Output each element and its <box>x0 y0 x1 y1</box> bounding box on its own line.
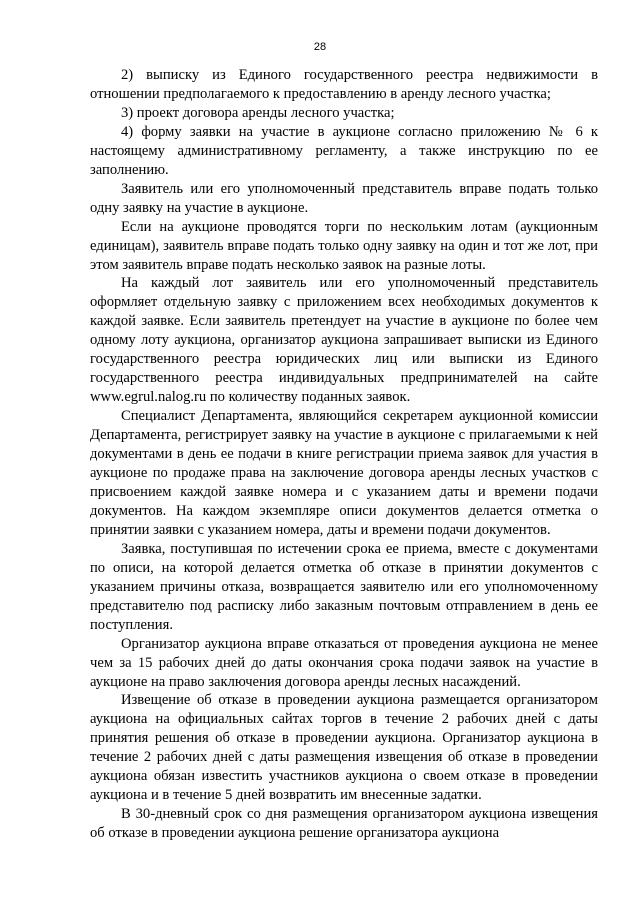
paragraph-item-2-extract: 2) выписку из Единого государственного реестра недвижимости в отношении предполагаемого к предоставлению в аренду лесного участка; <box>90 67 598 102</box>
paragraph-refusal-to-hold-auction: Организатор аукциона вправе отказаться от проведения аукциона не менее чем за 15 рабочих дней до даты окончания срока подачи заявок на участие в аукционе на право заключения договора аренды лесных насаждений. <box>90 635 598 690</box>
paragraph-single-application: Заявитель или его уполномоченный представитель вправе подать только одну заявку на участие в аукционе. <box>90 180 598 216</box>
paragraph-refusal-notice: Извещение об отказе в проведении аукциона размещается организатором аукциона на официальных сайтах торгов в течение 2 рабочих дней с даты принятия решения об отказе в проведении аукциона. Организатор аукциона в течение 2 рабочих дней с даты размещения извещения об отказе в проведении аукциона обязан известить участников аукциона о своем отказе в проведении аукциона и в течение 5 дней возвратить им внесенные задатки. <box>90 692 598 804</box>
page-number: 28 <box>313 41 327 53</box>
paragraph-multiple-lots: Если на аукционе проводятся торги по нескольким лотам (аукционным единицам), заявитель вправе подать только одну заявку на один и тот же лот, при этом заявитель вправе подать несколько заявок на разные лоты. <box>90 218 598 273</box>
paragraph-item-3-draft-lease: 3) проект договора аренды лесного участка; <box>121 104 395 121</box>
document-body <box>90 66 598 843</box>
paragraph-registration-of-application: Специалист Департамента, являющийся секретарем аукционной комиссии Департамента, регистрирует заявку на участие в аукционе с прилагаемыми к ней документами в день ее подачи в книге регистрации приема заявок для участия в аукционе по продаже права на заключение договора аренды лесных участков с присвоением каждой заявке номера и с указанием даты и времени подачи документов. На каждом экземпляре описи документов делается отметка о принятии заявки с указанием номера, даты и времени подачи документов. <box>90 408 598 538</box>
paragraph-separate-application-per-lot: На каждый лот заявитель или его уполномоченный представитель оформляет отдельную заявку с приложением всех необходимых документов к каждой заявке. Если заявитель претендует на участие в аукционе по более чем одному лоту аукциона, организатор аукциона запрашивает выписки из Единого государственного реестра юридических лиц или выписки из Единого государственного реестра индивидуальных предпринимателей на сайте www.egrul.nalog.ru по количеству поданных заявок. <box>90 275 598 406</box>
paragraph-item-4-application-form: 4) форму заявки на участие в аукционе согласно приложению № 6 к настоящему административному регламенту, а также инструкцию по ее заполнению. <box>90 123 598 178</box>
paragraph-30-day-term: В 30-дневный срок со дня размещения организатором аукциона извещения об отказе в проведении аукциона решение организатора аукциона <box>90 806 598 842</box>
paragraph-late-application: Заявка, поступившая по истечении срока ее приема, вместе с документами по описи, на которой делается отметка об отказе в принятии документов с указанием причины отказа, возвращается заявителю или его уполномоченному представителю под расписку либо заказным почтовым отправлением в день ее поступления. <box>90 540 598 633</box>
